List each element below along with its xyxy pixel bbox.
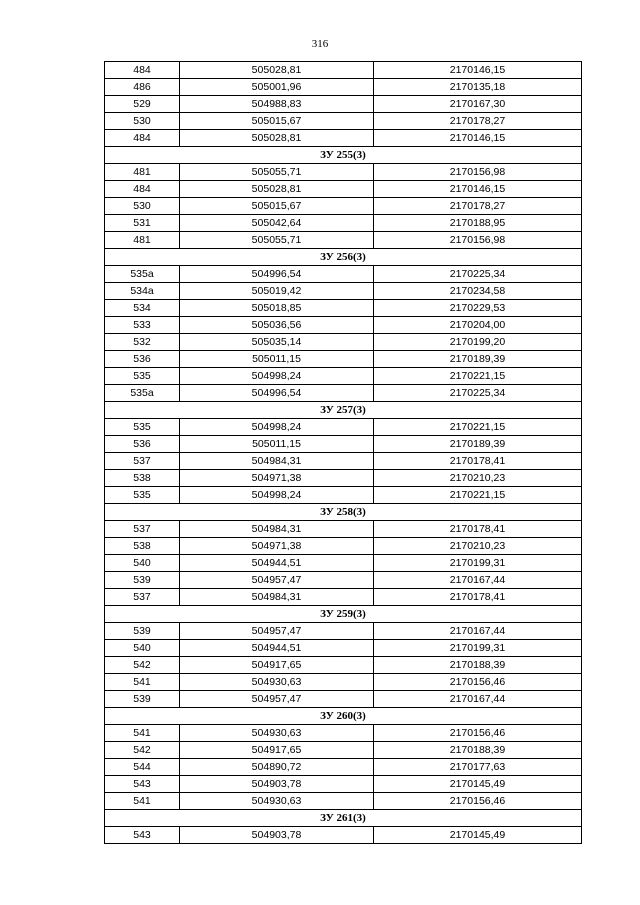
- plot-title: ЗУ 259(3): [105, 606, 582, 623]
- x-coordinate-cell: 504984,31: [180, 589, 374, 606]
- y-coordinate-cell: 2170210,23: [374, 538, 582, 555]
- y-coordinate-cell: 2170146,15: [374, 181, 582, 198]
- point-number-cell: 531: [105, 215, 180, 232]
- plot-header-row: [105, 402, 582, 419]
- point-number-cell: 544: [105, 759, 180, 776]
- y-coordinate-cell: 2170221,15: [374, 487, 582, 504]
- x-coordinate-cell: 504890,72: [180, 759, 374, 776]
- table-row: [105, 555, 582, 572]
- x-coordinate-cell: 504971,38: [180, 470, 374, 487]
- y-coordinate-cell: 2170146,15: [374, 62, 582, 79]
- x-coordinate-cell: 504971,38: [180, 538, 374, 555]
- table-row: [105, 827, 582, 844]
- y-coordinate-cell: 2170199,31: [374, 640, 582, 657]
- x-coordinate-cell: 505028,81: [180, 62, 374, 79]
- x-coordinate-cell: 505036,56: [180, 317, 374, 334]
- table-row: [105, 640, 582, 657]
- point-number-cell: 484: [105, 181, 180, 198]
- x-coordinate-cell: 504944,51: [180, 555, 374, 572]
- point-number-cell: 481: [105, 164, 180, 181]
- plot-title: ЗУ 257(3): [105, 402, 582, 419]
- y-coordinate-cell: 2170156,46: [374, 725, 582, 742]
- plot-title: ЗУ 260(3): [105, 708, 582, 725]
- point-number-cell: 535: [105, 419, 180, 436]
- table-row: [105, 470, 582, 487]
- x-coordinate-cell: 504984,31: [180, 453, 374, 470]
- x-coordinate-cell: 505018,85: [180, 300, 374, 317]
- table-row: [105, 436, 582, 453]
- plot-title: ЗУ 261(3): [105, 810, 582, 827]
- y-coordinate-cell: 2170188,39: [374, 657, 582, 674]
- table-row: [105, 283, 582, 300]
- table-row: [105, 164, 582, 181]
- table-row: [105, 232, 582, 249]
- table-row: [105, 742, 582, 759]
- x-coordinate-cell: 505011,15: [180, 436, 374, 453]
- x-coordinate-cell: 504930,63: [180, 674, 374, 691]
- plot-title: ЗУ 255(3): [105, 147, 582, 164]
- point-number-cell: 539: [105, 623, 180, 640]
- x-coordinate-cell: 505035,14: [180, 334, 374, 351]
- table-row: [105, 317, 582, 334]
- y-coordinate-cell: 2170167,44: [374, 623, 582, 640]
- point-number-cell: 543: [105, 776, 180, 793]
- point-number-cell: 541: [105, 674, 180, 691]
- y-coordinate-cell: 2170178,41: [374, 453, 582, 470]
- plot-header-row: [105, 147, 582, 164]
- table-row: [105, 674, 582, 691]
- point-number-cell: 530: [105, 198, 180, 215]
- point-number-cell: 530: [105, 113, 180, 130]
- point-number-cell: 535: [105, 368, 180, 385]
- x-coordinate-cell: 505028,81: [180, 130, 374, 147]
- point-number-cell: 534a: [105, 283, 180, 300]
- y-coordinate-cell: 2170188,95: [374, 215, 582, 232]
- y-coordinate-cell: 2170156,98: [374, 164, 582, 181]
- coordinates-table-body: [105, 62, 582, 844]
- x-coordinate-cell: 505028,81: [180, 181, 374, 198]
- plot-header-row: [105, 810, 582, 827]
- x-coordinate-cell: 504930,63: [180, 793, 374, 810]
- table-row: [105, 181, 582, 198]
- plot-header-row: [105, 249, 582, 266]
- y-coordinate-cell: 2170156,46: [374, 674, 582, 691]
- table-row: [105, 572, 582, 589]
- table-row: [105, 657, 582, 674]
- plot-header-row: [105, 606, 582, 623]
- point-number-cell: 539: [105, 572, 180, 589]
- y-coordinate-cell: 2170178,27: [374, 198, 582, 215]
- x-coordinate-cell: 504998,24: [180, 419, 374, 436]
- x-coordinate-cell: 505015,67: [180, 198, 374, 215]
- x-coordinate-cell: 504998,24: [180, 368, 374, 385]
- y-coordinate-cell: 2170234,58: [374, 283, 582, 300]
- table-row: [105, 334, 582, 351]
- page-number: 316: [311, 38, 329, 50]
- x-coordinate-cell: 505011,15: [180, 351, 374, 368]
- table-row: [105, 419, 582, 436]
- y-coordinate-cell: 2170178,41: [374, 521, 582, 538]
- x-coordinate-cell: 504903,78: [180, 776, 374, 793]
- table-row: [105, 385, 582, 402]
- table-row: [105, 351, 582, 368]
- y-coordinate-cell: 2170156,46: [374, 793, 582, 810]
- x-coordinate-cell: 504957,47: [180, 691, 374, 708]
- x-coordinate-cell: 505055,71: [180, 232, 374, 249]
- table-row: [105, 487, 582, 504]
- plot-header-row: [105, 708, 582, 725]
- point-number-cell: 535: [105, 487, 180, 504]
- point-number-cell: 484: [105, 62, 180, 79]
- table-row: [105, 79, 582, 96]
- table-row: [105, 589, 582, 606]
- table-row: [105, 368, 582, 385]
- y-coordinate-cell: 2170146,15: [374, 130, 582, 147]
- y-coordinate-cell: 2170221,15: [374, 419, 582, 436]
- x-coordinate-cell: 504917,65: [180, 657, 374, 674]
- table-row: [105, 521, 582, 538]
- table-row: [105, 691, 582, 708]
- y-coordinate-cell: 2170156,98: [374, 232, 582, 249]
- point-number-cell: 540: [105, 640, 180, 657]
- y-coordinate-cell: 2170210,23: [374, 470, 582, 487]
- y-coordinate-cell: 2170189,39: [374, 436, 582, 453]
- y-coordinate-cell: 2170145,49: [374, 776, 582, 793]
- coordinates-table: [104, 61, 582, 844]
- y-coordinate-cell: 2170189,39: [374, 351, 582, 368]
- y-coordinate-cell: 2170177,63: [374, 759, 582, 776]
- point-number-cell: 543: [105, 827, 180, 844]
- point-number-cell: 538: [105, 538, 180, 555]
- x-coordinate-cell: 504984,31: [180, 521, 374, 538]
- point-number-cell: 542: [105, 742, 180, 759]
- point-number-cell: 537: [105, 521, 180, 538]
- y-coordinate-cell: 2170225,34: [374, 385, 582, 402]
- x-coordinate-cell: 505042,64: [180, 215, 374, 232]
- x-coordinate-cell: 504998,24: [180, 487, 374, 504]
- y-coordinate-cell: 2170167,44: [374, 572, 582, 589]
- point-number-cell: 486: [105, 79, 180, 96]
- table-row: [105, 62, 582, 79]
- point-number-cell: 539: [105, 691, 180, 708]
- x-coordinate-cell: 504996,54: [180, 385, 374, 402]
- table-row: [105, 759, 582, 776]
- point-number-cell: 536: [105, 436, 180, 453]
- y-coordinate-cell: 2170135,18: [374, 79, 582, 96]
- y-coordinate-cell: 2170188,39: [374, 742, 582, 759]
- x-coordinate-cell: 504944,51: [180, 640, 374, 657]
- table-row: [105, 96, 582, 113]
- point-number-cell: 484: [105, 130, 180, 147]
- table-row: [105, 130, 582, 147]
- point-number-cell: 540: [105, 555, 180, 572]
- x-coordinate-cell: 505055,71: [180, 164, 374, 181]
- point-number-cell: 535a: [105, 385, 180, 402]
- plot-title: ЗУ 256(3): [105, 249, 582, 266]
- point-number-cell: 535a: [105, 266, 180, 283]
- x-coordinate-cell: 504930,63: [180, 725, 374, 742]
- y-coordinate-cell: 2170178,41: [374, 589, 582, 606]
- table-row: [105, 538, 582, 555]
- point-number-cell: 533: [105, 317, 180, 334]
- y-coordinate-cell: 2170199,20: [374, 334, 582, 351]
- x-coordinate-cell: 504917,65: [180, 742, 374, 759]
- point-number-cell: 542: [105, 657, 180, 674]
- table-row: [105, 215, 582, 232]
- x-coordinate-cell: 504957,47: [180, 572, 374, 589]
- table-row: [105, 793, 582, 810]
- point-number-cell: 541: [105, 725, 180, 742]
- x-coordinate-cell: 504996,54: [180, 266, 374, 283]
- x-coordinate-cell: 504988,83: [180, 96, 374, 113]
- y-coordinate-cell: 2170199,31: [374, 555, 582, 572]
- plot-header-row: [105, 504, 582, 521]
- x-coordinate-cell: 504957,47: [180, 623, 374, 640]
- point-number-cell: 532: [105, 334, 180, 351]
- x-coordinate-cell: 505001,96: [180, 79, 374, 96]
- y-coordinate-cell: 2170145,49: [374, 827, 582, 844]
- x-coordinate-cell: 505019,42: [180, 283, 374, 300]
- plot-title: ЗУ 258(3): [105, 504, 582, 521]
- table-row: [105, 725, 582, 742]
- y-coordinate-cell: 2170229,53: [374, 300, 582, 317]
- table-row: [105, 300, 582, 317]
- point-number-cell: 541: [105, 793, 180, 810]
- point-number-cell: 538: [105, 470, 180, 487]
- y-coordinate-cell: 2170167,44: [374, 691, 582, 708]
- table-row: [105, 776, 582, 793]
- y-coordinate-cell: 2170167,30: [374, 96, 582, 113]
- y-coordinate-cell: 2170178,27: [374, 113, 582, 130]
- point-number-cell: 529: [105, 96, 180, 113]
- point-number-cell: 537: [105, 589, 180, 606]
- point-number-cell: 534: [105, 300, 180, 317]
- y-coordinate-cell: 2170204,00: [374, 317, 582, 334]
- table-row: [105, 453, 582, 470]
- point-number-cell: 481: [105, 232, 180, 249]
- y-coordinate-cell: 2170225,34: [374, 266, 582, 283]
- x-coordinate-cell: 505015,67: [180, 113, 374, 130]
- y-coordinate-cell: 2170221,15: [374, 368, 582, 385]
- point-number-cell: 536: [105, 351, 180, 368]
- table-row: [105, 198, 582, 215]
- table-row: [105, 113, 582, 130]
- point-number-cell: 537: [105, 453, 180, 470]
- table-row: [105, 623, 582, 640]
- table-row: [105, 266, 582, 283]
- x-coordinate-cell: 504903,78: [180, 827, 374, 844]
